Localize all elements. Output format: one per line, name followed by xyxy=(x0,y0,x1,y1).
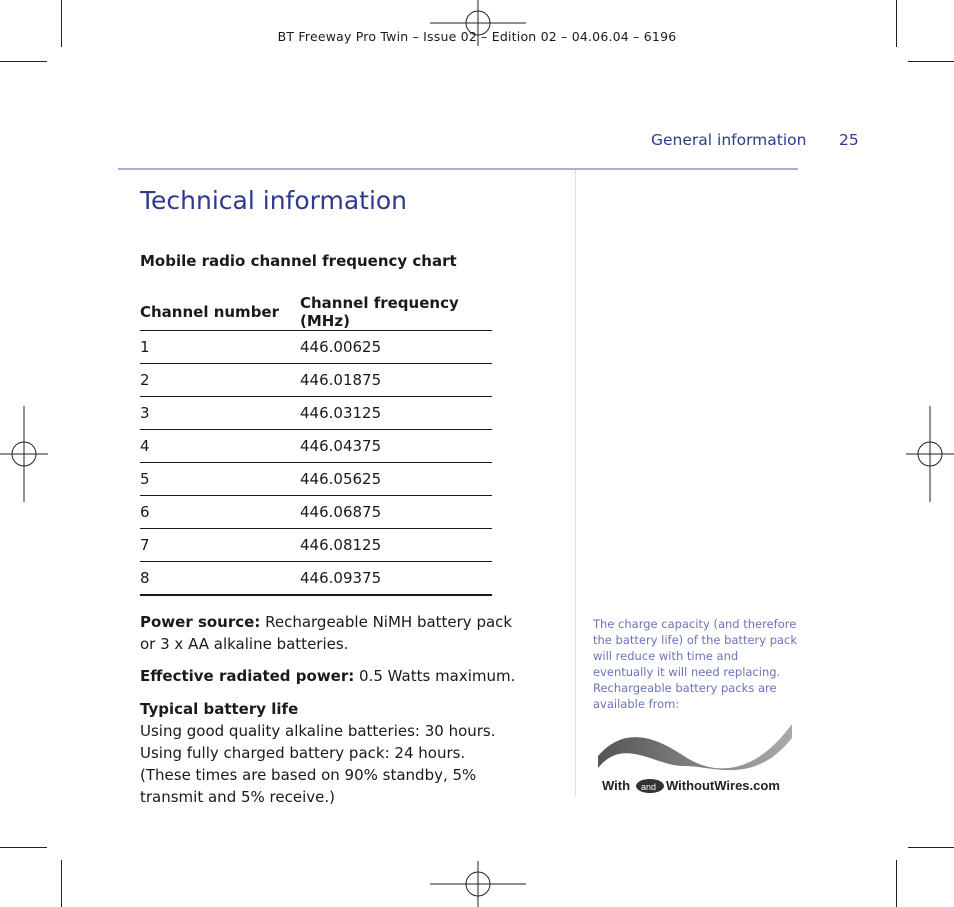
logo-word-withoutwires: WithoutWires.com xyxy=(666,778,780,793)
table-row xyxy=(140,430,492,463)
page-number: 25 xyxy=(839,131,859,149)
logo-word-and: and xyxy=(641,782,657,792)
withandwithoutwires-logo xyxy=(594,716,796,802)
channel-number: 8 xyxy=(140,562,300,596)
channel-frequency: 446.09375 xyxy=(300,562,492,596)
table-header-row xyxy=(140,294,492,331)
battery-life-alkaline: Using good quality alkaline batteries: 30 hours. xyxy=(140,722,496,740)
channel-number: 5 xyxy=(140,463,300,496)
logo-word-with: With xyxy=(602,778,631,793)
channel-number: 4 xyxy=(140,430,300,463)
power-source-value: Rechargeable NiMH battery pack or 3 x AA alkaline batteries. xyxy=(140,613,513,653)
channel-frequency: 446.05625 xyxy=(300,463,492,496)
table-row xyxy=(140,496,492,529)
header-rule xyxy=(118,168,798,170)
channel-frequency: 446.00625 xyxy=(300,331,492,364)
channel-frequency: 446.08125 xyxy=(300,529,492,562)
registration-mark-bottom xyxy=(430,861,526,907)
power-source-label: Power source: xyxy=(140,613,261,631)
frequency-chart-heading: Mobile radio channel frequency chart xyxy=(140,252,457,270)
registration-mark-left xyxy=(0,406,48,502)
channel-number: 6 xyxy=(140,496,300,529)
table-row xyxy=(140,463,492,496)
side-note: The charge capacity (and therefore the battery life) of the battery pack will reduce with time and eventually it will need replacing. Rechargeable battery packs are available from: xyxy=(593,617,798,711)
battery-life-pack: Using fully charged battery pack: 24 hours. xyxy=(140,744,466,762)
column-header-channel: Channel number xyxy=(140,294,300,331)
battery-life-note: (These times are based on 90% standby, 5% transmit and 5% receive.) xyxy=(140,766,477,806)
table-row xyxy=(140,331,492,364)
channel-number: 3 xyxy=(140,397,300,430)
erp-paragraph xyxy=(140,665,540,687)
registration-mark-right xyxy=(906,406,954,502)
table-row xyxy=(140,529,492,562)
channel-frequency: 446.03125 xyxy=(300,397,492,430)
table-row xyxy=(140,364,492,397)
section-title: General information xyxy=(651,131,807,149)
frequency-table xyxy=(140,294,492,596)
channel-number: 1 xyxy=(140,331,300,364)
print-info-line: BT Freeway Pro Twin – Issue 02 – Edition 02 – 04.06.04 – 6196 xyxy=(277,29,677,44)
channel-frequency: 446.01875 xyxy=(300,364,492,397)
battery-life-heading: Typical battery life xyxy=(140,700,299,718)
battery-life-block xyxy=(140,698,540,808)
erp-value: 0.5 Watts maximum. xyxy=(359,667,516,685)
erp-label: Effective radiated power: xyxy=(140,667,355,685)
channel-frequency: 446.04375 xyxy=(300,430,492,463)
channel-number: 2 xyxy=(140,364,300,397)
column-header-frequency: Channel frequency (MHz) xyxy=(300,294,492,331)
page-title: Technical information xyxy=(140,186,408,215)
channel-number: 7 xyxy=(140,529,300,562)
channel-frequency: 446.06875 xyxy=(300,496,492,529)
table-row xyxy=(140,562,492,596)
column-divider xyxy=(575,170,576,795)
table-row xyxy=(140,397,492,430)
power-source-paragraph xyxy=(140,611,530,655)
